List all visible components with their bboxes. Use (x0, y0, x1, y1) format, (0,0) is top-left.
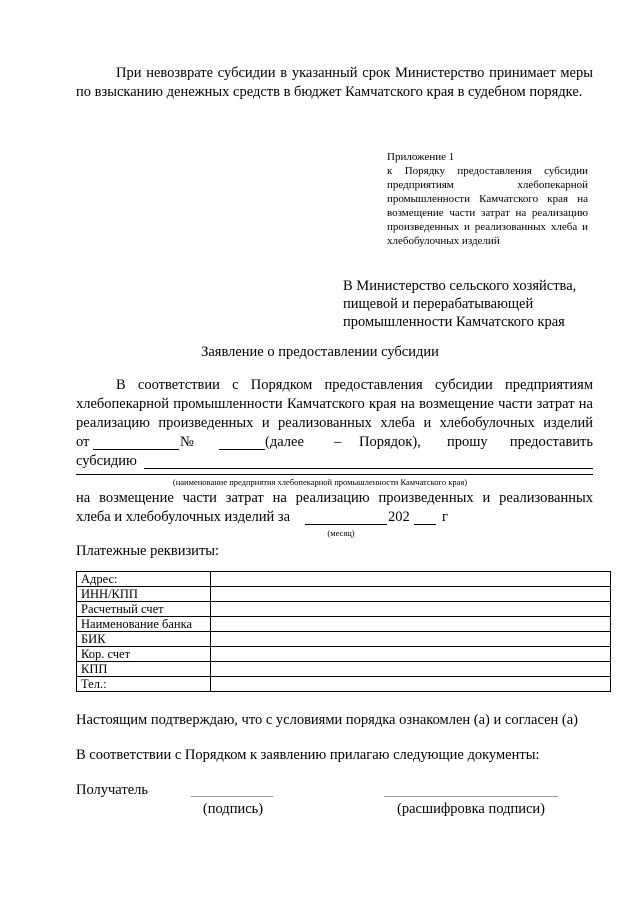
purpose-prefix: хлеба и хлебобулочных изделий за (76, 509, 291, 525)
signature-field[interactable] (191, 796, 273, 797)
addressee-line-2: пищевой и перерабатывающей (343, 296, 534, 312)
ot-label: от (76, 434, 90, 450)
number-field[interactable] (219, 433, 265, 450)
poryadok-text: Порядок), (359, 434, 421, 450)
statement-line-4 (76, 433, 593, 452)
signature-caption: (подпись) (202, 801, 264, 817)
requisite-label: КПП (77, 662, 211, 677)
requisite-label: Расчетный счет (77, 602, 211, 617)
table-row (77, 572, 611, 587)
proshu-text: прошу (447, 434, 488, 450)
requisite-value-field[interactable] (211, 662, 611, 677)
purpose-line-2 (76, 508, 593, 527)
month-caption: (месяц) (327, 528, 355, 538)
appendix-body: к Порядку предоставления субсидии предприятиям хлебопекарной промышленности Камчатского края на возмещение части затрат на реализацию произведенных и реализованных хлеба и хлебобулочных изделий (387, 165, 588, 247)
statement-intro: В соответствии с Порядком предоставления субсидии предприятиям хлебопекарной промышленности Камчатского края на возмещение части затрат на реализацию произведенных и реализованных хлеба и хлебобулочных изделий (76, 377, 593, 431)
requisite-value-field[interactable] (211, 587, 611, 602)
requisite-value-field[interactable] (211, 647, 611, 662)
date-field[interactable] (93, 433, 179, 450)
requisite-value-field[interactable] (211, 617, 611, 632)
requisite-label: Наименование банка (77, 617, 211, 632)
year-field[interactable] (414, 508, 436, 525)
subsidiyu-text: субсидию (76, 453, 137, 469)
table-row (77, 662, 611, 677)
appendix-title: Приложение 1 (387, 151, 455, 163)
month-field[interactable] (305, 508, 387, 525)
requisites-table (76, 571, 611, 692)
requisite-value-field[interactable] (211, 572, 611, 587)
table-row (77, 617, 611, 632)
requisite-value-field[interactable] (211, 632, 611, 647)
appendix-block (387, 150, 588, 248)
recipient-label: Получатель (76, 782, 148, 798)
subsidy-amount-field[interactable] (144, 452, 593, 469)
requisite-label: Тел.: (77, 677, 211, 692)
confirm-text: Настоящим подтверждаю, что с условиями порядка ознакомлен (а) и согласен (а) (76, 712, 578, 728)
table-row (77, 677, 611, 692)
number-sign: № (180, 434, 194, 450)
requisite-label: БИК (77, 632, 211, 647)
year-prefix: 202 (388, 509, 410, 525)
signature-decode-field[interactable] (384, 796, 558, 797)
enterprise-name-field[interactable] (76, 474, 593, 475)
table-row (77, 602, 611, 617)
requisite-value-field[interactable] (211, 602, 611, 617)
year-suffix: г (442, 509, 448, 525)
enterprise-caption: (наименование предприятия хлебопекарной промышленности Камчатского края) (172, 477, 468, 487)
table-row (77, 587, 611, 602)
dalee-text: (далее (265, 434, 304, 450)
requisite-label: Кор. счет (77, 647, 211, 662)
return-paragraph: При невозврате субсидии в указанный срок Министерство принимает меры по взысканию денежных средств в бюджет Камчатского края в судебном порядке. (76, 65, 593, 100)
statement-line-5 (76, 452, 593, 471)
attach-text: В соответствии с Порядком к заявлению прилагаю следующие документы: (76, 747, 540, 763)
requisite-label: Адрес: (77, 572, 211, 587)
payment-title: Платежные реквизиты: (76, 543, 220, 559)
addressee-block (343, 277, 603, 331)
addressee-line-1: В Министерство сельского хозяйства, (343, 278, 577, 294)
requisite-label: ИНН/КПП (77, 587, 211, 602)
requisite-value-field[interactable] (211, 677, 611, 692)
purpose-line-1: на возмещение части затрат на реализацию произведенных и реализованных (76, 490, 593, 506)
table-row (77, 647, 611, 662)
signature-decode-caption: (расшифровка подписи) (396, 801, 546, 817)
application-title: Заявление о предоставлении субсидии (201, 344, 439, 360)
dash-text: – (334, 434, 342, 450)
predostavit-text: предоставить (509, 434, 593, 450)
addressee-line-3: промышленности Камчатского края (343, 314, 565, 330)
table-row (77, 632, 611, 647)
